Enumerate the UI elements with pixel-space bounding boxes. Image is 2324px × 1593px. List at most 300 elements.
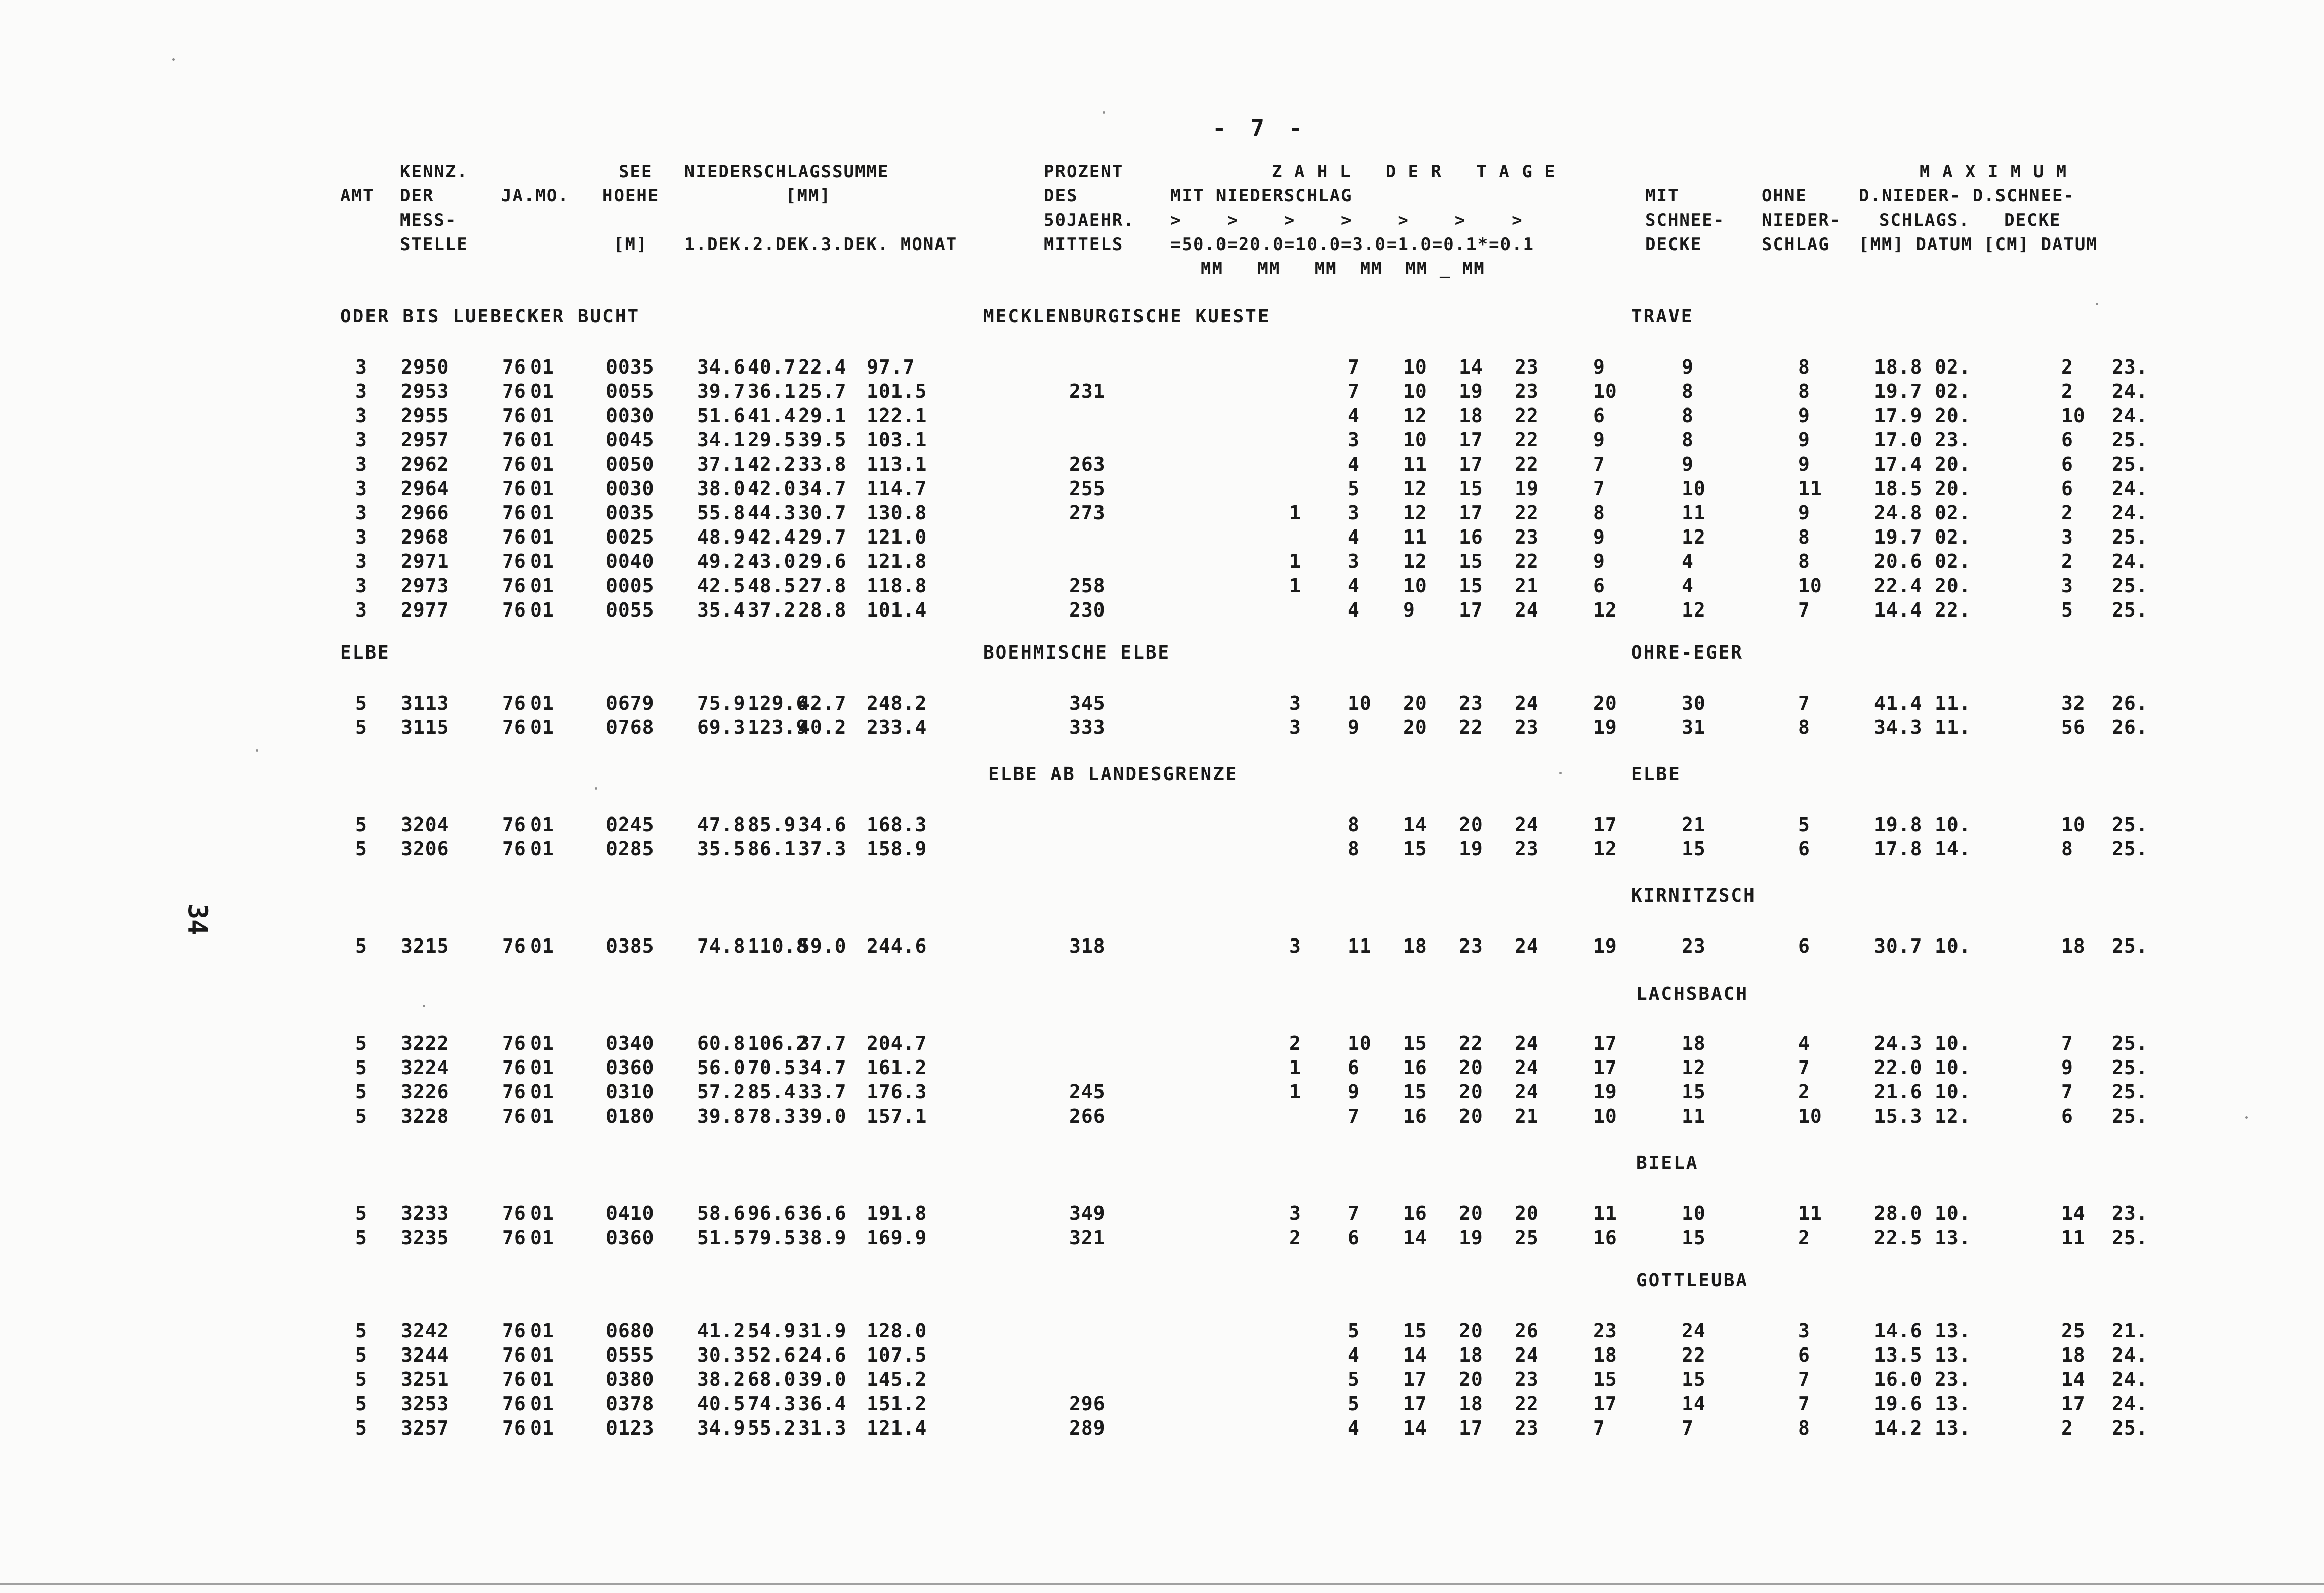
table-cell: 3235 — [401, 1227, 450, 1249]
table-cell: 20. — [1935, 575, 1971, 597]
table-cell: 55.8 — [697, 502, 746, 524]
table-cell: 8 — [1798, 526, 1810, 548]
table-cell: 23. — [2112, 1202, 2148, 1224]
table-cell: 289 — [1069, 1417, 1106, 1439]
table-cell: 5 — [355, 1227, 368, 1249]
table-cell: 20 — [1593, 692, 1617, 714]
table-cell: 20 — [1459, 1105, 1483, 1127]
table-cell: 25. — [2112, 429, 2148, 451]
table-cell: 333 — [1069, 716, 1106, 739]
table-cell: 11 — [1798, 1202, 1822, 1224]
table-cell: 41.4 — [748, 404, 796, 427]
table-cell: 29.5 — [748, 429, 796, 451]
table-cell: 74.3 — [748, 1393, 796, 1415]
table-cell: 23 — [1515, 526, 1539, 548]
header-prozent: PROZENT — [1044, 161, 1124, 182]
table-cell: 54.9 — [748, 1320, 796, 1342]
table-cell: 0679 — [606, 692, 655, 714]
header-mess: MESS- — [400, 210, 457, 230]
table-cell: 129.6 — [748, 692, 808, 714]
section-label-elbe2: ELBE — [1631, 764, 1681, 785]
table-cell: 15 — [1593, 1368, 1617, 1391]
table-cell: 0385 — [606, 935, 655, 957]
table-cell: 38.9 — [798, 1227, 847, 1249]
table-cell: 3251 — [401, 1368, 450, 1391]
header-jamo: JA.MO. — [501, 186, 569, 206]
table-cell: 12. — [1935, 1105, 1971, 1127]
table-cell: 22 — [1515, 453, 1539, 475]
table-cell: 1 — [1289, 1056, 1301, 1079]
table-cell: 9 — [1593, 429, 1605, 451]
table-cell: 21 — [1515, 1105, 1539, 1127]
table-cell: 2971 — [401, 550, 450, 573]
table-cell: 11 — [1348, 935, 1372, 957]
table-cell: 2964 — [401, 477, 450, 500]
table-cell: 76 — [502, 1417, 526, 1439]
table-cell: 3 — [1348, 550, 1360, 573]
table-cell: 3115 — [401, 716, 450, 739]
table-cell: 01 — [530, 1368, 554, 1391]
section-label-trave: TRAVE — [1631, 306, 1694, 327]
table-cell: 15 — [1403, 1081, 1428, 1103]
table-cell: 29.7 — [798, 526, 847, 548]
table-cell: 22 — [1459, 716, 1483, 739]
table-cell: 36.4 — [798, 1393, 847, 1415]
table-cell: 52.6 — [748, 1344, 796, 1366]
table-cell: 7 — [1593, 477, 1605, 500]
table-cell: 12 — [1403, 550, 1428, 573]
table-cell: 6 — [1348, 1227, 1360, 1249]
table-cell: 76 — [502, 1081, 526, 1103]
table-cell: 17.9 — [1874, 404, 1923, 427]
table-cell: 5 — [355, 692, 368, 714]
table-cell: 13. — [1935, 1417, 1971, 1439]
table-cell: 0035 — [606, 502, 655, 524]
table-cell: 19 — [1593, 716, 1617, 739]
table-cell: 4 — [1682, 575, 1694, 597]
table-cell: 0245 — [606, 813, 655, 836]
table-cell: 18 — [1459, 404, 1483, 427]
table-cell: 296 — [1069, 1393, 1106, 1415]
scan-speck — [595, 787, 597, 790]
table-cell: 0768 — [606, 716, 655, 739]
table-cell: 5 — [355, 1202, 368, 1224]
table-cell: 10. — [1935, 1032, 1971, 1054]
table-cell: 0050 — [606, 453, 655, 475]
table-cell: 22 — [1515, 404, 1539, 427]
table-cell: 17 — [1593, 1056, 1617, 1079]
table-cell: 0360 — [606, 1227, 655, 1249]
table-cell: 19 — [1459, 380, 1483, 402]
table-cell: 4 — [1682, 550, 1694, 573]
table-cell: 9 — [1593, 550, 1605, 573]
table-cell: 6 — [1593, 404, 1605, 427]
table-cell: 15 — [1403, 1320, 1428, 1342]
table-cell: 25. — [2112, 935, 2148, 957]
table-cell: 4 — [1798, 1032, 1810, 1054]
table-cell: 25.7 — [798, 380, 847, 402]
table-cell: 2 — [2061, 356, 2073, 378]
table-cell: 25. — [2112, 838, 2148, 860]
table-cell: 18 — [1459, 1344, 1483, 1366]
table-cell: 01 — [530, 356, 554, 378]
table-cell: 39.7 — [697, 380, 746, 402]
table-cell: 01 — [530, 1202, 554, 1224]
section-label-boeh: BOEHMISCHE ELBE — [983, 642, 1171, 663]
table-cell: 19 — [1459, 1227, 1483, 1249]
table-cell: 29.6 — [798, 550, 847, 573]
table-cell: 8 — [1682, 404, 1694, 427]
table-cell: 15 — [1682, 1227, 1706, 1249]
table-cell: 20 — [1459, 813, 1483, 836]
table-cell: 01 — [530, 716, 554, 739]
table-cell: 31.3 — [798, 1417, 847, 1439]
table-cell: 204.7 — [867, 1032, 927, 1054]
table-cell: 76 — [502, 599, 526, 621]
header-des: DES — [1044, 186, 1078, 206]
table-cell: 0410 — [606, 1202, 655, 1224]
table-cell: 51.6 — [697, 404, 746, 427]
table-cell: 106.2 — [748, 1032, 808, 1054]
table-cell: 0035 — [606, 356, 655, 378]
table-cell: 9 — [1798, 404, 1810, 427]
table-cell: 7 — [1348, 380, 1360, 402]
table-cell: 24.8 — [1874, 502, 1923, 524]
table-cell: 17.8 — [1874, 838, 1923, 860]
table-cell: 0030 — [606, 404, 655, 427]
table-cell: 15 — [1459, 575, 1483, 597]
table-cell: 169.9 — [867, 1227, 927, 1249]
table-cell: 60.8 — [697, 1032, 746, 1054]
table-cell: 16 — [1593, 1227, 1617, 1249]
table-cell: 345 — [1069, 692, 1106, 714]
table-cell: 40.7 — [748, 356, 796, 378]
table-cell: 2 — [2061, 380, 2073, 402]
table-cell: 01 — [530, 502, 554, 524]
table-cell: 76 — [502, 404, 526, 427]
table-cell: 1 — [1289, 502, 1301, 524]
table-cell: 15 — [1682, 1081, 1706, 1103]
table-cell: 3224 — [401, 1056, 450, 1079]
table-cell: 2966 — [401, 502, 450, 524]
table-cell: 14 — [1403, 813, 1428, 836]
header-mmdatum: [MM] DATUM [CM] DATUM — [1859, 234, 2098, 255]
table-cell: 121.4 — [867, 1417, 927, 1439]
table-cell: 11. — [1935, 716, 1971, 739]
table-cell: 0055 — [606, 599, 655, 621]
table-cell: 02. — [1935, 526, 1971, 548]
section-label-lachs: LACHSBACH — [1636, 984, 1749, 1004]
table-cell: 76 — [502, 502, 526, 524]
table-cell: 158.9 — [867, 838, 927, 860]
table-cell: 58.6 — [697, 1202, 746, 1224]
table-cell: 79.5 — [748, 1227, 796, 1249]
table-cell: 24. — [2112, 380, 2148, 402]
table-cell: 9 — [1798, 453, 1810, 475]
table-cell: 24. — [2112, 1368, 2148, 1391]
table-cell: 42.7 — [798, 692, 847, 714]
table-cell: 15 — [1682, 838, 1706, 860]
table-cell: 121.0 — [867, 526, 927, 548]
table-cell: 36.1 — [748, 380, 796, 402]
table-cell: 20. — [1935, 477, 1971, 500]
table-cell: 37.3 — [798, 838, 847, 860]
table-cell: 22. — [1935, 599, 1971, 621]
table-cell: 25. — [2112, 1417, 2148, 1439]
table-cell: 3228 — [401, 1105, 450, 1127]
table-cell: 76 — [502, 813, 526, 836]
table-cell: 14.4 — [1874, 599, 1923, 621]
table-cell: 76 — [502, 1105, 526, 1127]
table-cell: 3 — [1798, 1320, 1810, 1342]
table-cell: 22 — [1682, 1344, 1706, 1366]
section-label-elbeab: ELBE AB LANDESGRENZE — [988, 764, 1238, 785]
table-cell: 42.0 — [748, 477, 796, 500]
table-cell: 0123 — [606, 1417, 655, 1439]
table-cell: 76 — [502, 356, 526, 378]
table-cell: 24. — [2112, 550, 2148, 573]
table-cell: 17 — [2061, 1393, 2086, 1415]
table-cell: 5 — [355, 1105, 368, 1127]
table-cell: 2968 — [401, 526, 450, 548]
header-kennz1: KENNZ. — [400, 161, 468, 182]
table-cell: 114.7 — [867, 477, 927, 500]
table-cell: 9 — [1593, 356, 1605, 378]
table-cell: 15 — [1459, 550, 1483, 573]
table-cell: 78.3 — [748, 1105, 796, 1127]
table-cell: 01 — [530, 1056, 554, 1079]
header-mmrow: MM MM MM MM MM _ MM — [1201, 259, 1485, 279]
table-cell: 14 — [1459, 356, 1483, 378]
table-cell: 8 — [1798, 550, 1810, 573]
table-cell: 01 — [530, 1105, 554, 1127]
table-cell: 24. — [2112, 1393, 2148, 1415]
table-cell: 01 — [530, 692, 554, 714]
table-cell: 25. — [2112, 1056, 2148, 1079]
bottom-rule — [0, 1583, 2324, 1585]
table-cell: 10. — [1935, 1056, 1971, 1079]
table-cell: 9 — [2061, 1056, 2073, 1079]
header-mitnd: MIT NIEDERSCHLAG — [1170, 186, 1353, 206]
table-cell: 3 — [355, 502, 368, 524]
table-cell: 25. — [2112, 599, 2148, 621]
table-cell: 25 — [1515, 1227, 1539, 1249]
table-cell: 69.3 — [697, 716, 746, 739]
table-cell: 2 — [1798, 1227, 1810, 1249]
table-cell: 24. — [2112, 1344, 2148, 1366]
table-cell: 57.2 — [697, 1081, 746, 1103]
table-cell: 12 — [1403, 477, 1428, 500]
table-cell: 9 — [1798, 429, 1810, 451]
table-cell: 01 — [530, 575, 554, 597]
table-cell: 6 — [2061, 1105, 2073, 1127]
table-cell: 20 — [1403, 692, 1428, 714]
table-cell: 11 — [1682, 502, 1706, 524]
table-cell: 6 — [2061, 429, 2073, 451]
table-cell: 76 — [502, 477, 526, 500]
table-cell: 76 — [502, 1344, 526, 1366]
table-cell: 24. — [2112, 477, 2148, 500]
header-mit: MIT — [1645, 186, 1680, 206]
table-cell: 76 — [502, 526, 526, 548]
table-cell: 2 — [2061, 502, 2073, 524]
table-cell: 24 — [1515, 1056, 1539, 1079]
table-cell: 3 — [1289, 692, 1301, 714]
table-cell: 20 — [1515, 1202, 1539, 1224]
table-cell: 74.8 — [697, 935, 746, 957]
table-cell: 36.6 — [798, 1202, 847, 1224]
header-ohne: OHNE — [1762, 186, 1807, 206]
header-see: SEE — [619, 161, 653, 182]
table-cell: 161.2 — [867, 1056, 927, 1079]
table-cell: 157.1 — [867, 1105, 927, 1127]
table-cell: 20 — [1459, 1202, 1483, 1224]
table-cell: 22 — [1459, 1032, 1483, 1054]
table-cell: 39.0 — [798, 1105, 847, 1127]
table-cell: 0055 — [606, 380, 655, 402]
table-cell: 8 — [1682, 429, 1694, 451]
table-cell: 349 — [1069, 1202, 1106, 1224]
table-cell: 3 — [355, 599, 368, 621]
table-cell: 19 — [1459, 838, 1483, 860]
table-cell: 30.7 — [798, 502, 847, 524]
table-cell: 8 — [1798, 716, 1810, 739]
table-cell: 17 — [1459, 599, 1483, 621]
table-cell: 16 — [1403, 1056, 1428, 1079]
table-cell: 01 — [530, 404, 554, 427]
table-cell: 7 — [1348, 1202, 1360, 1224]
table-cell: 76 — [502, 692, 526, 714]
table-cell: 0378 — [606, 1393, 655, 1415]
table-cell: 7 — [2061, 1081, 2073, 1103]
table-cell: 1 — [1289, 550, 1301, 573]
table-cell: 56 — [2061, 716, 2086, 739]
table-cell: 01 — [530, 1320, 554, 1342]
section-label-elbe: ELBE — [340, 642, 390, 663]
table-cell: 5 — [1348, 1320, 1360, 1342]
table-cell: 3233 — [401, 1202, 450, 1224]
table-cell: 3 — [2061, 526, 2073, 548]
table-cell: 25. — [2112, 1105, 2148, 1127]
table-cell: 20.6 — [1874, 550, 1923, 573]
scan-speck — [1103, 111, 1105, 114]
table-cell: 0180 — [606, 1105, 655, 1127]
table-cell: 258 — [1069, 575, 1106, 597]
table-cell: 5 — [2061, 599, 2073, 621]
table-cell: 5 — [355, 1320, 368, 1342]
table-cell: 191.8 — [867, 1202, 927, 1224]
table-cell: 4 — [1348, 1344, 1360, 1366]
table-cell: 01 — [530, 477, 554, 500]
table-cell: 17 — [1593, 1393, 1617, 1415]
table-cell: 0025 — [606, 526, 655, 548]
table-cell: 19.6 — [1874, 1393, 1923, 1415]
header-thresh: =50.0=20.0=10.0=3.0=1.0=0.1*=0.1 — [1170, 234, 1535, 255]
table-cell: 151.2 — [867, 1393, 927, 1415]
table-cell: 18 — [1593, 1344, 1617, 1366]
table-cell: 3244 — [401, 1344, 450, 1366]
table-cell: 3206 — [401, 838, 450, 860]
table-cell: 128.0 — [867, 1320, 927, 1342]
table-cell: 01 — [530, 1417, 554, 1439]
table-cell: 76 — [502, 1056, 526, 1079]
table-cell: 01 — [530, 838, 554, 860]
table-cell: 27.8 — [798, 575, 847, 597]
table-cell: 8 — [1593, 502, 1605, 524]
table-cell: 24 — [1515, 599, 1539, 621]
table-cell: 35.5 — [697, 838, 746, 860]
table-cell: 9 — [1403, 599, 1415, 621]
table-cell: 20. — [1935, 404, 1971, 427]
table-cell: 2 — [1289, 1227, 1301, 1249]
table-cell: 19 — [1593, 1081, 1617, 1103]
table-cell: 21 — [1682, 813, 1706, 836]
table-cell: 37.2 — [748, 599, 796, 621]
table-cell: 7 — [1798, 1393, 1810, 1415]
table-cell: 39.5 — [798, 429, 847, 451]
table-cell: 3 — [1348, 502, 1360, 524]
table-cell: 4 — [1348, 599, 1360, 621]
table-cell: 39.8 — [697, 1105, 746, 1127]
table-cell: 5 — [1798, 813, 1810, 836]
table-cell: 0310 — [606, 1081, 655, 1103]
table-cell: 02. — [1935, 380, 1971, 402]
table-cell: 18 — [1403, 935, 1428, 957]
table-cell: 5 — [355, 1417, 368, 1439]
table-cell: 9 — [1682, 356, 1694, 378]
table-cell: 0040 — [606, 550, 655, 573]
table-cell: 266 — [1069, 1105, 1106, 1127]
table-cell: 24. — [2112, 404, 2148, 427]
table-cell: 10. — [1935, 1202, 1971, 1224]
table-cell: 48.5 — [748, 575, 796, 597]
table-cell: 321 — [1069, 1227, 1106, 1249]
table-cell: 17.0 — [1874, 429, 1923, 451]
table-cell: 18 — [2061, 935, 2086, 957]
table-cell: 01 — [530, 526, 554, 548]
table-cell: 7 — [2061, 1032, 2073, 1054]
table-cell: 76 — [502, 429, 526, 451]
table-cell: 10 — [1798, 575, 1822, 597]
table-cell: 5 — [1348, 477, 1360, 500]
section-label-meck: MECKLENBURGISCHE KUESTE — [983, 306, 1271, 327]
table-cell: 01 — [530, 1032, 554, 1054]
table-cell: 19 — [1593, 935, 1617, 957]
table-cell: 10 — [1403, 356, 1428, 378]
table-cell: 01 — [530, 1227, 554, 1249]
table-cell: 3 — [2061, 575, 2073, 597]
table-cell: 25. — [2112, 575, 2148, 597]
table-cell: 76 — [502, 380, 526, 402]
table-cell: 18.8 — [1874, 356, 1923, 378]
table-cell: 2950 — [401, 356, 450, 378]
table-cell: 22.4 — [798, 356, 847, 378]
table-cell: 18.5 — [1874, 477, 1923, 500]
table-cell: 86.1 — [748, 838, 796, 860]
table-cell: 6 — [2061, 453, 2073, 475]
table-cell: 3 — [1289, 716, 1301, 739]
table-cell: 3 — [355, 526, 368, 548]
table-cell: 11 — [2061, 1227, 2086, 1249]
table-cell: 17 — [1593, 813, 1617, 836]
table-cell: 5 — [355, 1393, 368, 1415]
table-cell: 59.0 — [798, 935, 847, 957]
table-cell: 3 — [1289, 935, 1301, 957]
table-cell: 14.6 — [1874, 1320, 1923, 1342]
scan-speck — [1559, 772, 1562, 774]
table-cell: 01 — [530, 935, 554, 957]
table-cell: 02. — [1935, 502, 1971, 524]
